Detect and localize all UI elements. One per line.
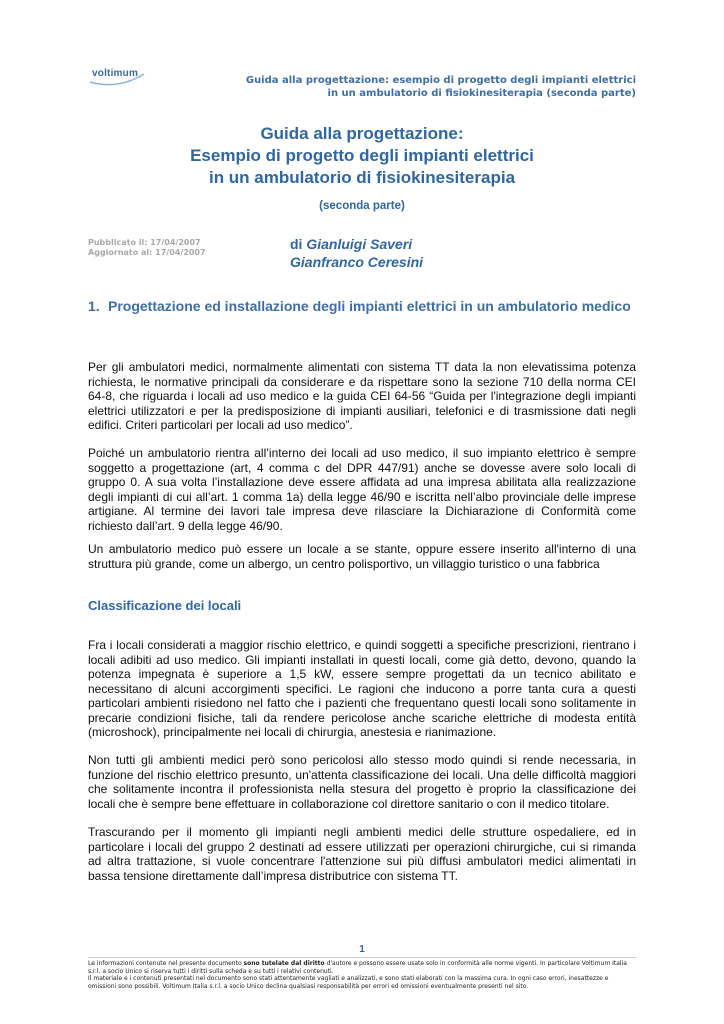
section-2-paragraph-1: Fra i locali considerati a maggior rischio elettrico, e quindi soggetti a specifiche prescrizioni, rientrano i locali adibiti ad uso medico. Gli impianti installati in questi locali, come già detto, devono, quando la potenza impegnata è superiore a 1,5 kW, essere sempre progettati da un tecnico abilitato e necessitano di alcuni accorgimenti specifici. Le ragioni che inducono a porre tanta cura a questi particolari ambienti risiedono nel fatto che i pazienti che frequentano questi locali sono solitamente in precarie condizioni fisiche, tali da rendere pericolose anche scariche elettriche di modesta entità (microshock), principalmente nei locali di chirurgia, anestesia e rianimazione. <box>88 638 636 739</box>
footer-divider <box>88 957 636 958</box>
footer-disclaimer <box>88 960 636 990</box>
document-subtitle: (seconda parte) <box>319 200 405 212</box>
title-line-3: in un ambulatorio di fisiokinesiterapia <box>208 168 516 187</box>
voltimum-logo <box>88 66 148 88</box>
authors-prefix: di <box>290 236 307 252</box>
running-header-line-1: Guida alla progettazione: esempio di progetto degli impianti elettrici <box>245 75 636 86</box>
section-1-title: Progettazione ed installazione degli impianti elettrici in un ambulatorio medico <box>108 298 631 314</box>
section-2-heading: Classificazione dei locali <box>88 598 242 613</box>
running-header-line-2: in un ambulatorio di fisiokinesiterapia (seconda parte) <box>327 88 636 99</box>
section-1-number: 1. <box>88 298 100 314</box>
updated-date: Aggiornato al: 17/04/2007 <box>88 248 206 257</box>
section-2-paragraph-2: Non tutti gli ambienti medici però sono pericolosi allo stesso modo quindi si rende necessaria, in funzione del rischio elettrico presunto, un'attenta classificazione dei locali. Una delle difficoltà maggiori che solitamente incontra il professionista nella stesura del progetto è proprio la classificazione dei locali che è sempre bene effettuare in collaborazione col direttore sanitario o con il medico titolare. <box>88 753 636 811</box>
page-number: 1 <box>359 944 365 955</box>
title-line-2: Esempio di progetto degli impianti elettrici <box>190 146 534 165</box>
section-2-paragraph-3: Trascurando per il momento gli impianti negli ambienti medici delle strutture ospedaliere, ed in particolare i locali del gruppo 2 destinati ad essere utilizzati per operazioni chirurgiche, cui si rimanda ad altra trattazione, si vuole concentrare l'attenzione sui più diffusi ambulatori medici alimentati in bassa tensione direttamente dall’impresa distributrice con sistema TT. <box>88 825 636 883</box>
running-header <box>246 74 636 100</box>
paragraph-2: Poiché un ambulatorio rientra all’interno dei locali ad uso medico, il suo impianto elettrico è sempre soggetto a progettazione (art, 4 comma c del DPR 447/91) anche se dovesse avere solo locali di gruppo 0. A sua volta l’installazione deve essere affidata ad una impresa abilitata alla realizzazione degli impianti di cui all’art. 1 comma 1a) della legge 46/90 e iscritta nell’albo provinciale delle imprese artigiane. Al termine dei lavori tale impresa deve rilasciare la Dichiarazione di Conformità come richiesto dall’art. 9 della legge 46/90. <box>88 446 636 533</box>
section-1-heading <box>88 297 636 315</box>
logo-text: voltimum <box>92 68 139 79</box>
paragraph-1: Per gli ambulatori medici, normalmente alimentati con sistema TT data la non elevatissima potenza richiesta, le normative principali da considerare e da rispettare sono la sezione 710 della norma CEI 64-8, che riguarda i locali ad uso medico e la guida CEI 64-56 “Guida per l'integrazione degli impianti elettrici utilizzatori e per la predisposizione di impianti ausiliari, telefonici e di trasmissione dati negli edifici. Criteri particolari per locali ad uso medico”. <box>88 360 636 432</box>
author-1: Gianluigi Saveri <box>306 236 413 252</box>
footer-line-2: Il materiale e i contenuti presentati nel documento sono stati attentamente vagliati e analizzati, e sono stati elaborati con la massima cura. In ogni caso errori, inesattezze e omissioni sono possibili. Voltimum Italia s.r.l. a socio Unico declina qualsiasi responsabilità per errori ed omissioni eventualmente presenti nel sito. <box>88 975 609 990</box>
document-title <box>88 123 636 189</box>
authors <box>290 235 423 271</box>
publication-info <box>88 238 206 258</box>
paragraph-3: Un ambulatorio medico può essere un locale a se stante, oppure essere inserito all'interno di una struttura più grande, come un albergo, un centro polisportivo, un villaggio turistico o una fabbrica <box>88 542 636 571</box>
author-2: Gianfranco Ceresini <box>290 254 424 270</box>
published-date: Pubblicato il: 17/04/2007 <box>88 238 201 247</box>
footer-line-1: Le informazioni contenute nel presente documento sono tutelate dal diritto d'autore e possono essere usate solo in conformità alle norme vigenti. In particolare Voltimum Italia s.r.l. a socio Unico si riserva tutti i diritti sulla scheda e su tutti i relativi contenuti. <box>88 960 627 975</box>
title-line-1: Guida alla progettazione: <box>260 124 464 143</box>
